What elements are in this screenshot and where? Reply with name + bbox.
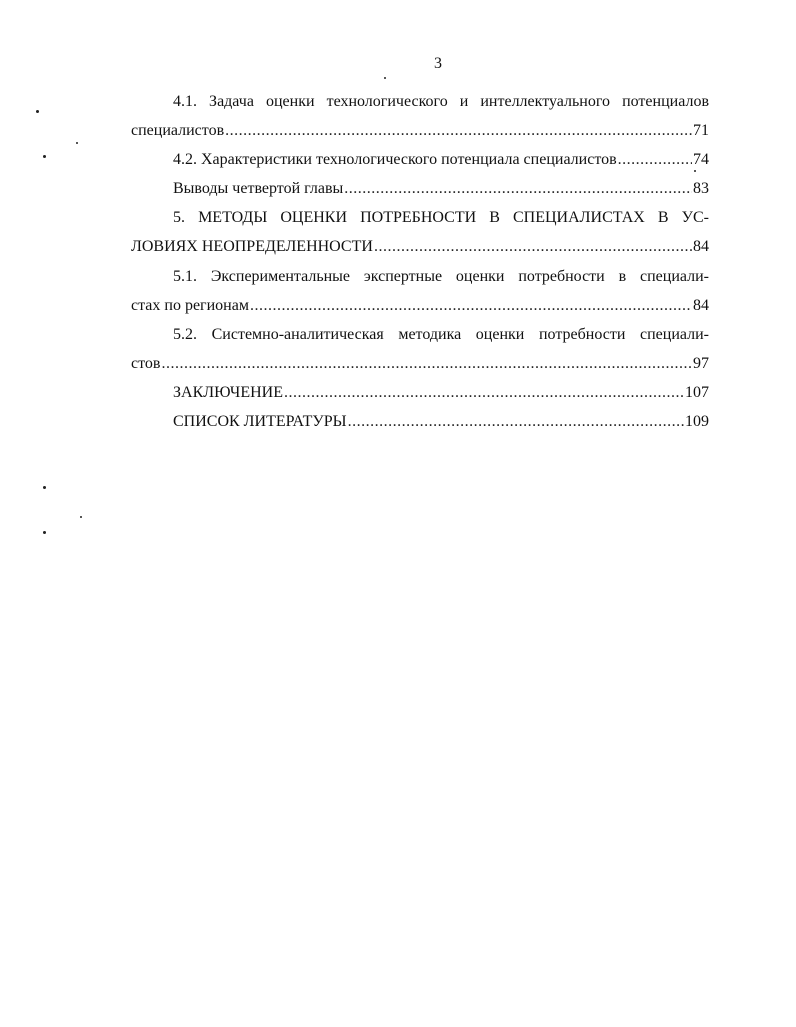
toc-entry-conclusions-ch4 — [131, 174, 709, 203]
scan-speck — [43, 486, 46, 489]
toc-entry-4-1-line2 — [131, 116, 709, 145]
toc-entry-text: 4.2. Характеристики технологического потенциала специалистов — [173, 151, 617, 169]
toc-entry-4-1-line1: 4.1. Задача оценки технологического и интеллектуального потенциалов — [173, 93, 709, 110]
scan-speck — [43, 155, 46, 158]
dot-leader — [344, 174, 692, 203]
toc-entry-5-2-line1: 5.2. Системно-аналитическая методика оценки потребности специали- — [173, 325, 709, 343]
toc-entry-5-line1: 5. МЕТОДЫ ОЦЕНКИ ПОТРЕБНОСТИ В СПЕЦИАЛИСТАХ В УС- — [173, 209, 709, 227]
toc-entry-conclusion — [131, 378, 709, 407]
toc-entry-5-1-line2 — [131, 291, 709, 320]
dot-leader — [374, 232, 692, 261]
toc-page-number: 74 — [693, 151, 709, 169]
page-number: 3 — [434, 55, 442, 72]
toc-page-number: 84 — [693, 238, 709, 256]
toc-entry-text: Выводы четвертой главы — [173, 180, 344, 198]
toc-entry-5-line2 — [131, 232, 709, 261]
dot-leader — [284, 378, 684, 407]
toc-entry-4-2 — [131, 145, 709, 174]
scan-speck — [36, 110, 39, 113]
dot-leader — [161, 349, 692, 378]
scan-speck — [384, 77, 386, 79]
scan-speck — [76, 142, 78, 144]
toc-entry-text: СПИСОК ЛИТЕРАТУРЫ — [173, 413, 347, 431]
toc-entry-references — [131, 407, 709, 436]
toc-page-number: 83 — [693, 180, 709, 198]
dot-leader — [250, 291, 692, 320]
toc-entry-text: стах по регионам — [131, 296, 249, 314]
toc-page-number: 84 — [693, 296, 709, 314]
toc-page-number: 109 — [685, 413, 709, 431]
scan-speck — [43, 531, 46, 534]
toc-page-number: 97 — [693, 354, 709, 372]
toc-page-number: 107 — [685, 383, 709, 401]
dot-leader — [618, 145, 692, 174]
toc-entry-5-1-line1: 5.1. Экспериментальные экспертные оценки потребности в специали- — [173, 267, 709, 285]
toc-entry-text: ЗАКЛЮЧЕНИЕ — [173, 383, 283, 401]
scan-speck — [80, 516, 82, 518]
toc-entry-5-2-line2 — [131, 349, 709, 378]
table-of-contents — [131, 87, 709, 436]
toc-entry-text: стов — [131, 354, 161, 372]
toc-page-number: 71 — [693, 122, 709, 140]
dot-leader — [348, 407, 684, 436]
toc-entry-text: ЛОВИЯХ НЕОПРЕДЕЛЕННОСТИ — [131, 238, 373, 256]
toc-entry-text: специалистов — [131, 122, 225, 140]
dot-leader — [225, 116, 692, 145]
